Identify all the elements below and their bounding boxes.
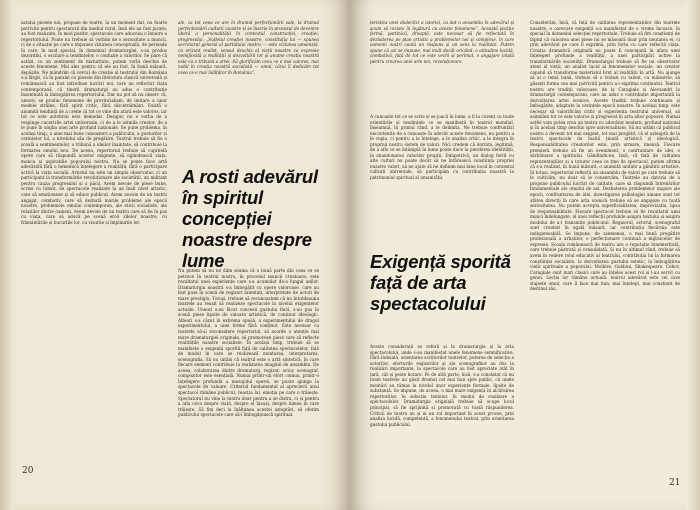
- left-page-column-1: satului piesele noi, propuse de teatre, la un moment dat, nu foarte potrivite pentru spectatorii din mediul rural, însă ele au fost jucate; au fost realizate, în mod pozitiv, spectacole care aduceau o înnoire a repertoriului. Poate nu trebuie să vorbim de o seriozitate a muncii, ci de o situație pe care o impunea viziunea conceptuală, de perioade în care, în mod special, în domeniul dramaturgiei, s-au produs dezordini, o oscilare a tendințelor, o confuzie a valorilor. Se pare că astăzi, cu un sentiment de maturitate, putem vorbi deschis de aceste fenomene. Mai ales pentru că ele au fost, în bună măsură, depășite. Ne mândrim că cercul de creație al teatrului din România s-a lărgit, că în paralel cu piesele din literatura clasică universală și românească au fost introduse lucrări noi, care au reflectat viața contemporană, că tinerii dramaturgi au adus o contribuție însemnată la îmbogățirea repertoriului. Dar nu pot să nu observ că, uneori, se produc fenomene de provincialism, de imitare a unor modele străine, fără spirit critic, fără discernământ. Există o anumită tendință de a crede că tot ce vine din afară este valoros, iar tot ce este autohton este demodat. Desigur, nu e vorba de a respinge cuceririle artei universale, ci de a le asimila creator, de a le pune în slujba unei arte profund naționale. Se pune problema, în același timp, a unei mai bune cunoașteri a publicului, a gusturilor și cerințelor lui, a nivelului său de pregătire. Teatrul trebuie să fie o școală a sentimentelor, o tribună a ideilor înaintate, să contribuie la formarea omului nou. De aceea, repertoriul trebuie să cuprindă opere care să răspundă acestor exigențe, să oglindească viața, munca și aspirațiile poporului nostru. Nu se poate face artă adevărată fără o temeinică înțelegere a realității, fără o participare activă la viața socială. Artistul nu este un simplu observator, ci un participant la transformările revoluționare ale societății, un militant pentru cauza progresului și a păcii. Avem nevoie de piese bune, scrise cu talent, de spectacole realizate la un înalt nivel artistic, care să emoționeze și să educe publicul. Avem nevoie de un teatru angajat, combativ, care să dezbată marile probleme ale epocii noastre, problemele omului contemporan, ale eticii socialiste, ale relațiilor dintre oameni. Avem nevoie de un teatru care să fie în pas cu viața, care să aducă pe scenă eroii zilelor noastre, cu frământările și bucuriile lor, cu visurile și împlinirile lor.: [21, 20, 167, 225]
- left-page-headline: A rosti adevărul în spiritul concepției noastre despre lume: [182, 166, 318, 271]
- right-page-column-4: Considerăm, însă, că față de calitatea reprezentațiilor din teatrele noastre, o oarecare exigență s-a manifestat de o vreme încoace, în special în domeniul selecției repertoriale. Trebuie să fim conștienți de faptul că valoarea unei piese nu se măsoară doar prin noutatea ei, ci prin adevărul pe care îl exprimă, prin forța cu care reflectă viața. Creația dramatică originală nu poate fi concepută în afara unei înțelegeri profunde a realității, a unei participări active la transformările societății. Dramaturgul trebuie să fie un observator atent al vieții, un analist lucid al fenomenelor sociale, un creator capabil să transforme materialul brut al realității în artă. Nu ajunge să ai o temă bună, trebuie să o tratezi cu talent, cu măiestrie, să găsești forma cea mai potrivită pentru a-i exprima conținutul. Teatrul nostru are tradiții valoroase, de la Caragiale și Alecsandri la dramaturgii contemporani, care au adus o contribuție importantă la dezvoltarea artei scenice. Aceste tradiții trebuie continuate și îmbogățite, adaptate la cerințele epocii noastre. În același timp, este necesar să valorificăm critic și experiența teatrului universal, să asimilăm tot ce este valoros și progresist în arta altor popoare. Numai astfel vom putea crea un teatru cu adevărat modern, profund național și în același timp deschis spre universalitate. Să nu uităm că publicul nostru a devenit tot mai exigent, tot mai pregătit, că el așteaptă de la teatru spectacole de înaltă ținută artistică și ideologică. Responsabilitatea creatorilor este, prin urmare, imensă. Fiecare premieră trebuie să fie un eveniment, o confruntare de idei, o sărbătoare a spiritului. Gândindu-ne, însă, că față de calitatea reprezentațiilor și a tuturor ceea ce ține de spectacol, putem afirma că s-a realizat, în bună măsură, o anumită unitate a gândirii artistice. Și totuși, repertoriul reflectă un ansamblu de valori pe care trebuie să le cultivăm, nu doar să le conservăm. Teatrele au datoria de a propune publicului lucrări de calitate, care să răspundă întrebărilor fundamentale ale omului de azi. Dezbaterea problemelor majore ale epocii, confruntarea de idei, investigarea psihologiei umane sunt tot atâtea direcții în care arta scenică trebuie să se angajeze cu toată seriozitatea. Nu putem accepta superficialitatea, improvizația, lipsa de responsabilitate. Fiecare spectacol trebuie să fie rezultatul unei munci îndelungate, al unei reflecții profunde asupra textului și asupra modului de a-l transmite publicului. Regizorul, actorul, scenograful sunt creatori în egală măsură, iar contribuția fiecăruia este indispensabilă. Se impune, de asemenea, o mai bună pregătire profesională a artiștilor, o perfecționare continuă a mijloacelor de expresie. Școala românească de teatru are o reputație binemeritată, care trebuie păstrată și consolidată. Și nu în ultimul rând, trebuie să avem în vedere rolul educativ al teatrului, contribuția lui la formarea conștiinței socialiste, la dezvoltarea gustului estetic, la îmbogățirea vieții spirituale a poporului. Molière, Goldoni, Shakespeare, Cehov, Caragiale sunt mari clasici care au înțeles acest rol și l-au servit cu geniu. Lecția lor rămâne actuală: teatrul adevărat este cel care slujește omul, care îl face mai bun, mai înțelept, mai conștient de destinul său.: [530, 20, 680, 292]
- left-page-column-2-bottom: Nu putem să nu ne dăm seama că o bună parte din ceea ce se petrece în teatrul nostru, în procesul muncii creatoare, este rezultatul unei experiențe care s-a acumulat de-a lungul anilor. Dramaturgia noastră s-a îmbogățit cu opere valoroase, care au fost puse în scenă de regizori talentați, interpretate de actori de mare prestigiu. Totuși, trebuie să recunoaștem că nu întotdeauna teatrele au reușit să realizeze spectacole la nivelul exigențelor actuale. Uneori s-au făcut concesii gustului facil, s-au pus în scenă piese lipsite de valoare artistică, de conținut ideologic. Alteori s-a căzut în extrema opusă, a experimentului de dragul experimentului, a unei forme fără conținut. Este necesar ca teatrele să-și reconsidere repertoriul, să acorde o atenție mai mare dramaturgiei originale, să promoveze piese care să reflecte realitățile noastre socialiste. În același timp, trebuie să se manifeste o exigență sporită față de calitatea spectacolelor, față de modul în care se realizează montarea, interpretarea, scenografia. Să nu uităm că teatrul este o artă sintetică, în care fiecare element contribuie la realizarea imaginii de ansamblu. De aceea, colaborarea dintre dramaturg, regizor, actor, scenograf, compozitor este esențială. Numai printr-un efort comun, printr-o înțelegere profundă a mesajului operei, se poate ajunge la spectacole de valoare. Criteriul fundamental al aprecierii unui spectacol rămâne publicul, reacția lui, emoția pe care o trăiește. Spectatorul nu vine la teatru doar pentru a se distra, ci și pentru a afla ceva despre viață, despre el însuși, despre lumea în care trăiește. Să fim deci la înălțimea acestei așteptări, să oferim publicului spectacole care să-l îmbogățească spiritual.: [178, 268, 319, 418]
- right-page: [350, 0, 700, 510]
- right-page-column-3-bottom: Aceste considerații se referă și la dramaturgie și la arta spectacolului, unde s-au manifestat unele fenomene semnificative. Fără îndoială, orientarea scriitorilor teatrelor, puterea de selecție a actorilor, eforturile regizorilor și ale scenografilor au dus la realizări importante, la spectacole care au fost apreciate atât în țară, cât și peste hotare. Pe de altă parte, însă, s-a constatat că nu toate teatrele au găsit drumul cel mai bun spre public, că unele montări au rămas la nivelul unor experiențe formale, lipsite de substanță. Se impune, de aceea, o mai mare exigență în alcătuirea repertoriilor, în selecția textelor, în modul de realizare a spectacolelor. Dramaturgia originală trebuie să ocupe locul principal, să fie sprijinită și promovată cu toată răspunderea. Criticii de teatru au și ei un rol important în acest proces, prin analiza lucidă, competentă, a fenomenului teatral, prin orientarea gustului publicului.: [370, 344, 514, 427]
- right-page-column-3-top: teristica unei dialectici a istoriei, ca dat o ansamblu în adevărul și acum să reziste în legătură cu aceste fenomene”. Această poziție fermă, partinică, dreaptă, este necesar să fie reflectată în dezbaterea pe plan artistic a problemelor noi și complexe, în care oamenii noștri caută un răspuns și un sens la realitate. Putem spune că azi se impune, mai mult decât oricând, o atitudine lucidă, combativă, față de tot ce este vechi și perimat, o angajare totală pentru crearea unei arte noi, revoluționare.: [370, 20, 514, 64]
- left-page-column-2-top: ale, ca tot ceea ce are în dramul perfecționării sale, la dramul perfecționării culturii noastre și se înscrie în procesul de devenire liberă a personalității în contextul construcției, creației, progresului. „Sufletul creației noastre, constituția lui — spunea secretarul general al partidului nostru — este viziunea umanistă, cu orizont realist, sensul deschis al vieții noastre ca expresie nemijlocită a realității și dezvoltării lor și anume creația noastră este ca o tribună a artei. Să glorificăm ceea ce e mai valoros, mai nobil în creația noastră socialistă — omul, cărui îi dedicăm tot ceea ce e mai înălțător în România”.: [178, 20, 319, 75]
- right-page-number: 21: [669, 478, 681, 488]
- right-page-headline: Exigență sporită față de arta spectacolului: [370, 251, 511, 314]
- right-page-column-3-middle: A cunoaște tot ce se scrie și se joacă în lume, a fi la curent cu toate orientările și tendințele ce se manifestă în teatrul mondial, înseamnă, în primul rând, a le delimita. Ne trebuie confruntări necontenite de a cunoaște în adevăr aceste fenomene, nu pentru a le copia, ci pentru a le înțelege, a le analiza critic, a le integra în propriul nostru sistem de valori. Nici credem că dorința, legitimă, de a afla ce se întâmplă în lume poate duce la pierderea identității, la abandonarea valorilor proprii. Dimpotrivă, un dialog fertil cu alte culturi nu poate decât să ne întărească conștiința propriei noastre valori, să ne ajute să ne definim mai bine locul în contextul culturii universale, să participăm cu contribuția noastră la patrimoniul spiritual al umanității.: [370, 114, 514, 181]
- left-page-number: 20: [22, 466, 34, 476]
